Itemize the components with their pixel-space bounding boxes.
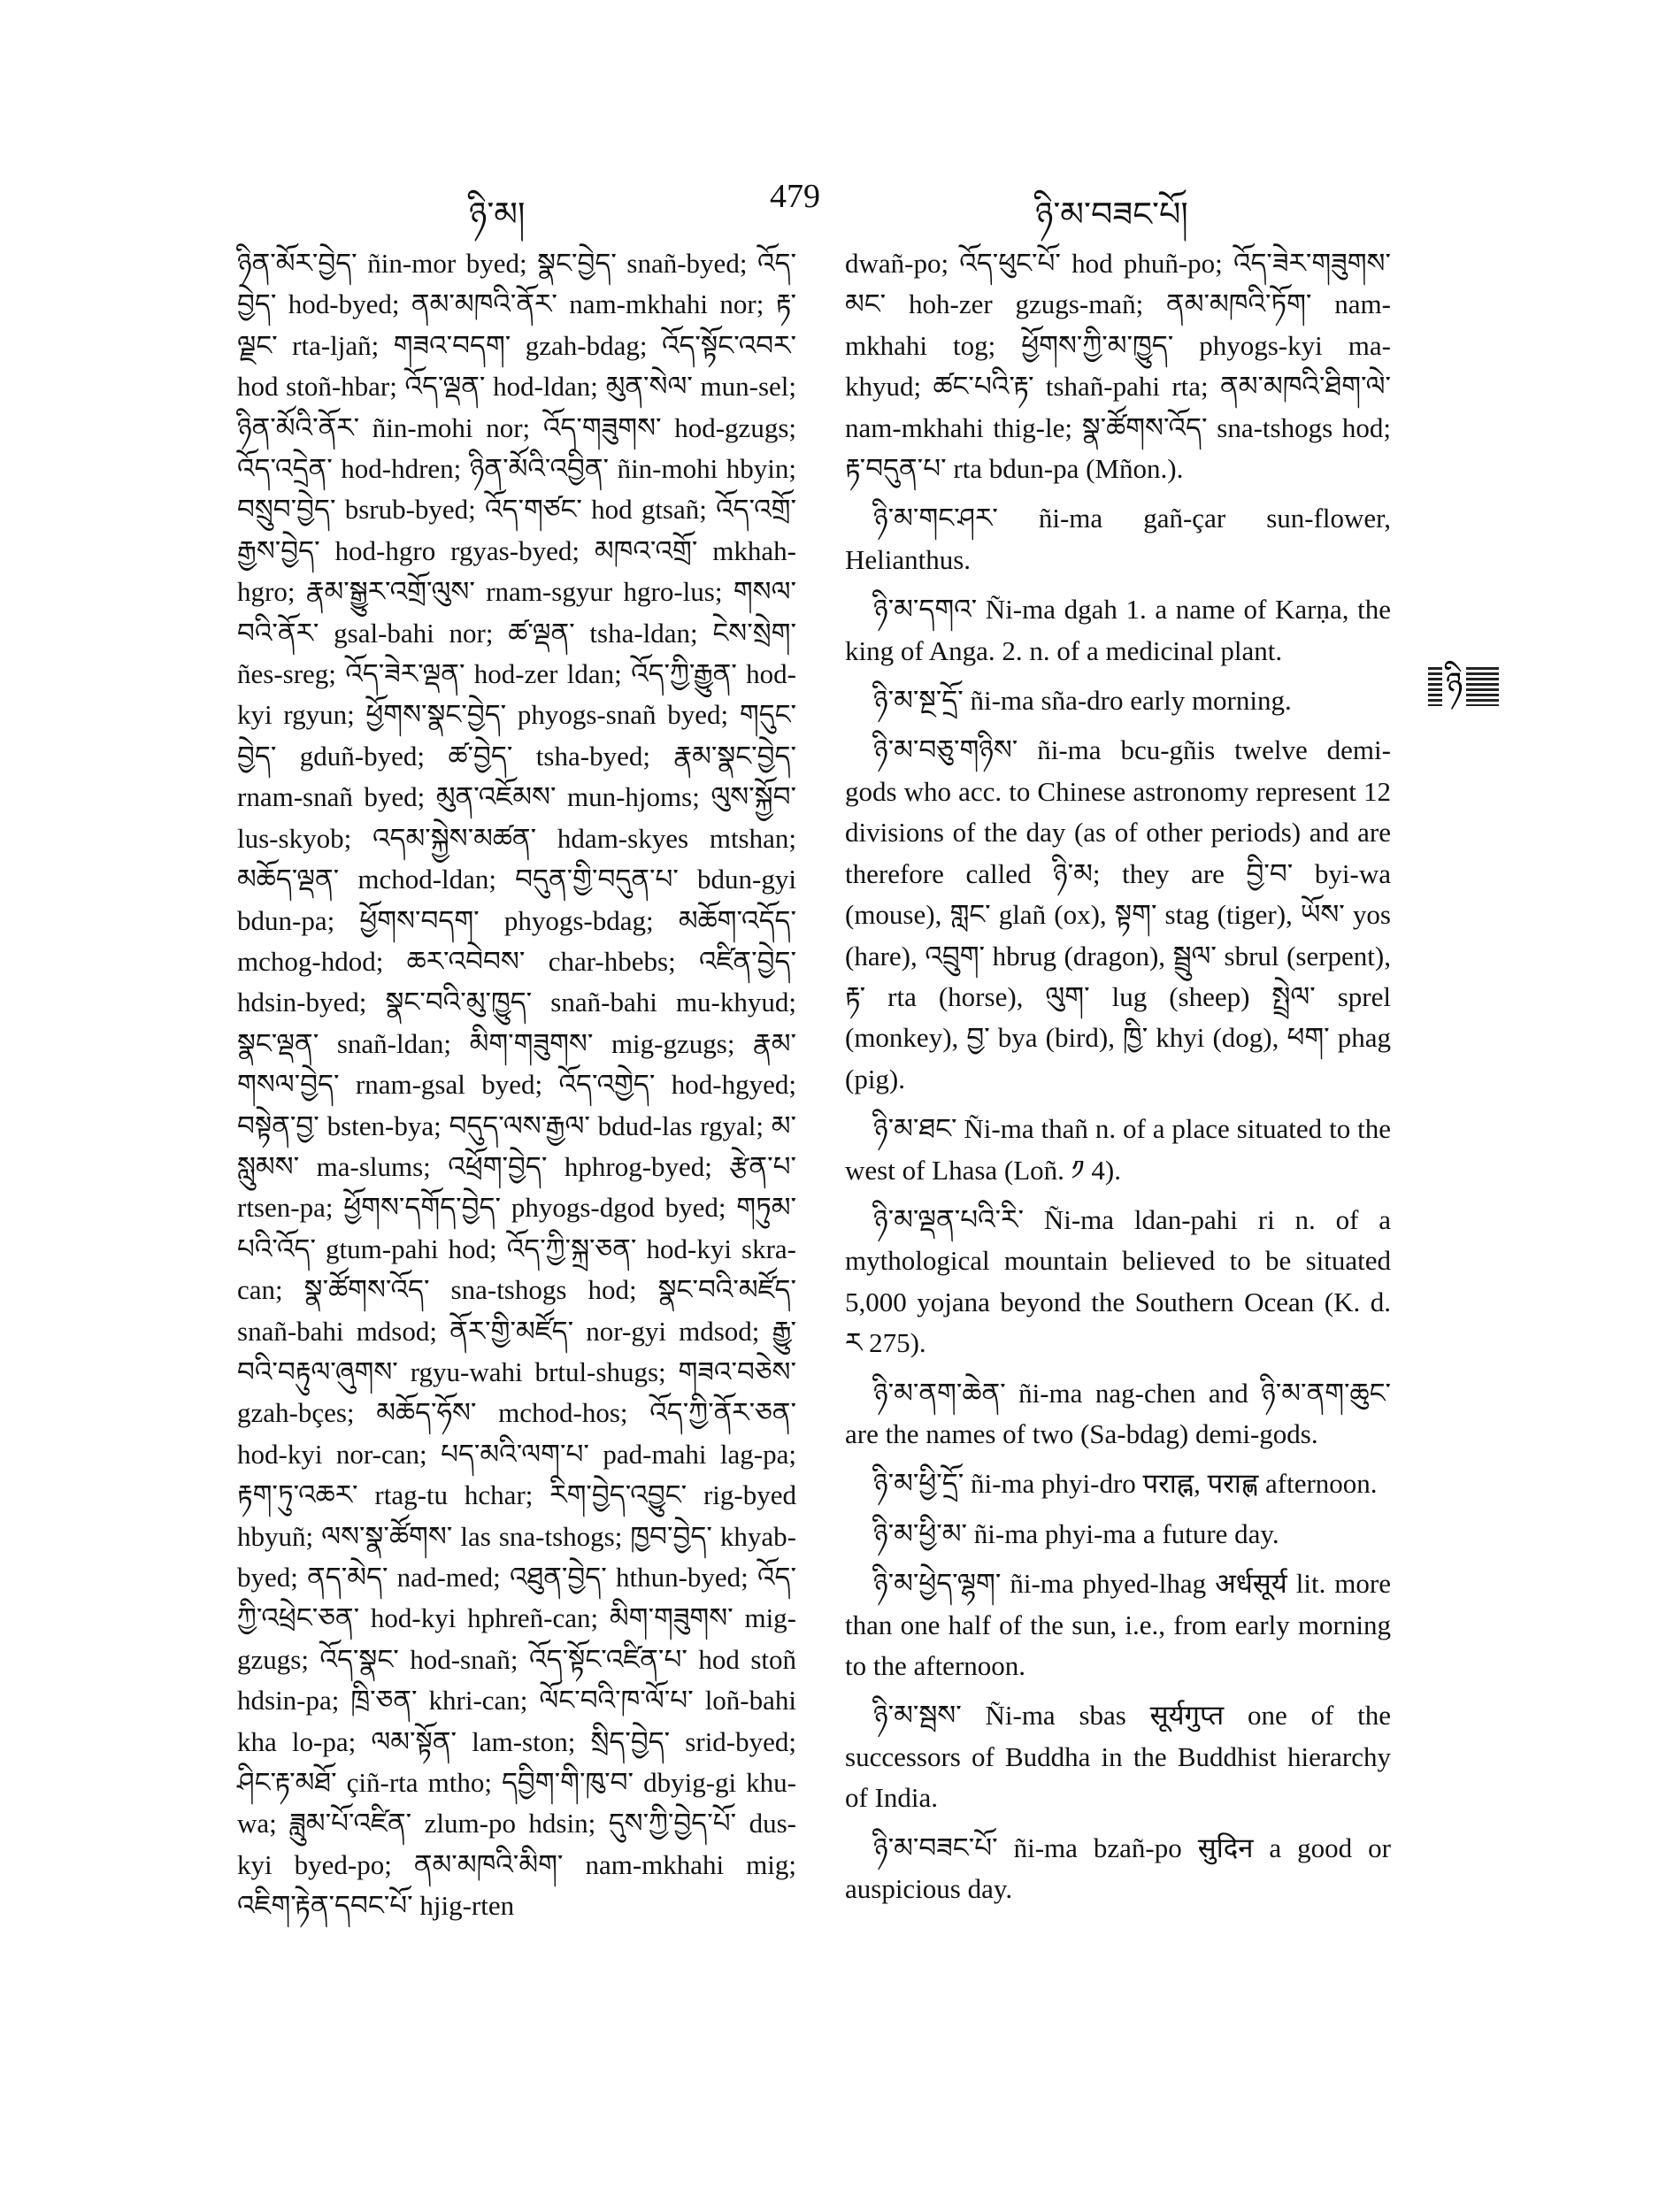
dictionary-entry: ཉི་མ་སྔ་དྲོ་ ñi-ma sña-dro early morning. — [873, 685, 1292, 717]
dictionary-entry: ཉི་མ་ནག་ཆེན་ ñi-ma nag-chen and ཉི་མ་ནག་ཆུང་ are the names of two (Sa-bdag) demi-gods. — [845, 1377, 1391, 1449]
dictionary-entry: dwañ-po; འོད་ཕུང་པོ་ hod phuñ-po; འོད་ཟེར་གཟུགས་མང་ hoh-zer gzugs-mañ; ནམ་མཁའི་ཏོག་ nam-mkhahi tog; ཕྱོགས་ཀྱི་མ་ཁྱུད་ phyogs-kyi ma-khyud; ཚང་པའི་རྟ་ tshañ-pahi rta; ནམ་མཁའི་ཐིག་ལེ་ nam-mkhahi thig-le; སྣ་ཚོགས་འོད་ sna-tshogs hod; རྟ་བདུན་པ་ rta bdun-pa (Mñon.). — [845, 248, 1391, 485]
dictionary-entry: ཉི་མ་ཕྱེད་ལྷག་ ñi-ma phyed-lhag अर्धसूर्य lit. more than one half of the sun, i.e., from early morning to the afternoon. — [845, 1568, 1391, 1681]
dictionary-entry: ཉི་མ་བཟང་པོ་ ñi-ma bzañ-po सुदिन a good or auspicious day. — [845, 1832, 1391, 1905]
dictionary-entry: ཉི་མ་ཕྱི་མ་ ñi-ma phyi-ma a future day. — [873, 1517, 1279, 1549]
dictionary-entry: ཉི་མ་ཐང་ Ñi-ma thañ n. of a place situated to the west of Lhasa (Loñ. ༡ 4). — [845, 1113, 1391, 1186]
dictionary-entry: ཉི་མ་དགའ་ Ñi-ma dgah 1. a name of Karṇa, the king of Anga. 2. n. of a medicinal plant. — [845, 594, 1391, 666]
left-column — [237, 243, 796, 1927]
dictionary-entry: ཉི་མ་ཕྱི་དྲོ་ ñi-ma phyi-dro पराह्न, पराह्ण afternoon. — [873, 1468, 1378, 1500]
header-left-word: ཉི་མ། — [469, 195, 526, 234]
thumb-index-letter: ཉི — [1442, 664, 1466, 706]
dictionary-entry: ཉི་མ་ལྡན་པའི་རི་ Ñi-ma ldan-pahi ri n. of a mythological mountain believed to be situated 5,000 yojana beyond the Southern Ocean (K. d. ར 275). — [845, 1203, 1391, 1359]
page-header — [0, 177, 1659, 234]
dictionary-entry: ཉིན་མོར་བྱེད་ ñin-mor byed; སྣང་བྱེད་ snañ-byed; འོད་བྱེད་ hod-byed; ནམ་མཁའི་ནོར་ nam-mkhahi nor; རྟ་ལྗང་ rta-ljañ; གཟའ་བདག་ gzah-bdag; འོད་སྟོང་འབར་ hod stoñ-hbar; འོད་ལྡན་ hod-ldan; མུན་སེལ་ mun-sel; ཉིན་མོའི་ནོར་ ñin-mohi nor; འོད་གཟུགས་ hod-gzugs; འོད་འདྲེན་ hod-hdren; ཉིན་མོའི་འབྱིན་ ñin-mohi hbyin; བསྲུབ་བྱེད་ bsrub-byed; འོད་གཙང་ hod gtsañ; འོད་འགྲོ་རྒྱས་བྱེད་ hod-hgro rgyas-byed; མཁའ་འགྲོ་ mkhah-hgro; རྣམ་སྒྱུར་འགྲོ་ལུས་ rnam-sgyur hgro-lus; གསལ་བའི་ནོར་ gsal-bahi nor; ཚ་ལྡན་ tsha-ldan; ངེས་སྲེག་ ñes-sreg; འོད་ཟེར་ལྡན་ hod-zer ldan; འོད་ཀྱི་རྒྱུན་ hod-kyi rgyun; ཕྱོགས་སྣང་བྱེད་ phyogs-snañ byed; གདུང་བྱེད་ gduñ-byed; ཚ་བྱེད་ tsha-byed; རྣམ་སྣང་བྱེད་ rnam-snañ byed; མུན་འཇོམས་ mun-hjoms; ལུས་སྐྱོབ་ lus-skyob; འདམ་སྐྱེས་མཚན་ hdam-skyes mtshan; མཆོད་ལྡན་ mchod-ldan; བདུན་གྱི་བདུན་པ་ bdun-gyi bdun-pa; ཕྱོགས་བདག་ phyogs-bdag; མཆོག་འདོད་ mchog-hdod; ཆར་འབེབས་ char-hbebs; འཛིན་བྱེད་ hdsin-byed; སྣང་བའི་མུ་ཁྱུད་ snañ-bahi mu-khyud; སྣང་ལྡན་ snañ-ldan; མིག་གཟུགས་ mig-gzugs; རྣམ་གསལ་བྱེད་ rnam-gsal byed; འོད་འགྱེད་ hod-hgyed; བསྟེན་བྱ་ bsten-bya; བདུད་ལས་རྒྱལ་ bdud-las rgyal; མ་སླུམས་ ma-slums; འཕྲོག་བྱེད་ hphrog-byed; རྩེན་པ་ rtsen-pa; ཕྱོགས་དགོད་བྱེད་ phyogs-dgod byed; གཏུམ་པའི་འོད་ gtum-pahi hod; འོད་ཀྱི་སྐྲ་ཅན་ hod-kyi skra-can; སྣ་ཚོགས་འོད་ sna-tshogs hod; སྣང་བའི་མཛོད་ snañ-bahi mdsod; ནོར་གྱི་མཛོད་ nor-gyi mdsod; རྒྱུ་བའི་བརྟུལ་ཞུགས་ rgyu-wahi brtul-shugs; གཟའ་བཅེས་ gzah-bçes; མཆོད་ཧོས་ mchod-hos; འོད་ཀྱི་ནོར་ཅན་ hod-kyi nor-can; པད་མའི་ལག་པ་ pad-mahi lag-pa; རྟག་ཏུ་འཆར་ rtag-tu hchar; རིག་བྱེད་འབྱུང་ rig-byed hbyuñ; ལས་སྣ་ཚོགས་ las sna-tshogs; ཁྱབ་བྱེད་ khyab-byed; ནད་མེད་ nad-med; འཐུན་བྱེད་ hthun-byed; འོད་ཀྱི་འཕྲེང་ཅན་ hod-kyi hphreñ-can; མིག་གཟུགས་ mig-gzugs; འོད་སྣང་ hod-snañ; འོད་སྟོང་འཛིན་པ་ hod stoñ hdsin-pa; ཁྲི་ཅན་ khri-can; ལོང་བའི་ཁ་ལོ་པ་ loñ-bahi kha lo-pa; ལམ་སྟོན་ lam-ston; སྲིད་བྱེད་ srid-byed; ཤིང་རྟ་མཐོ་ çiñ-rta mtho; དབྱིག་གི་ཁུ་བ་ dbyig-gi khu-wa; ཟླུམ་པོ་འཛིན་ zlum-po hdsin; དུས་ཀྱི་བྱེད་པོ་ dus-kyi byed-po; ནམ་མཁའི་མིག་ nam-mkhahi mig; འཇིག་རྟེན་དབང་པོ་ hjig-rten — [237, 248, 796, 1922]
dictionary-entry: ཉི་མ་བཅུ་གཉིས་ ñi-ma bcu-gñis twelve demi-gods who acc. to Chinese astronomy represent 12 divisions of the day (as of other periods) and are therefore called ཉི་མ; they are བྱི་བ་ byi-wa (mouse), གླང་ glañ (ox), སྟག་ stag (tiger), ཡོས་ yos (hare), འབྲུག་ hbrug (dragon), སྦྲུལ་ sbrul (serpent), རྟ་ rta (horse), ལུག་ lug (sheep) སྤྲེལ་ sprel (monkey), བྱ་ bya (bird), ཁྱི་ khyi (dog), ཕག་ phag (pig). — [845, 734, 1391, 1094]
right-column — [845, 243, 1391, 1909]
header-right-word: ཉི་མ་བཟང་པོ། — [1035, 195, 1188, 234]
dictionary-entry: ཉི་མ་སྦས་ Ñi-ma sbas सूर्यगुप्त one of the successors of Buddha in the Buddhist hierarchy of India. — [845, 1700, 1391, 1814]
page-number: 479 — [770, 178, 820, 215]
dictionary-entry: ཉི་མ་གང་ཤར་ ñi-ma gañ-çar sun-flower, Helianthus. — [845, 503, 1391, 575]
